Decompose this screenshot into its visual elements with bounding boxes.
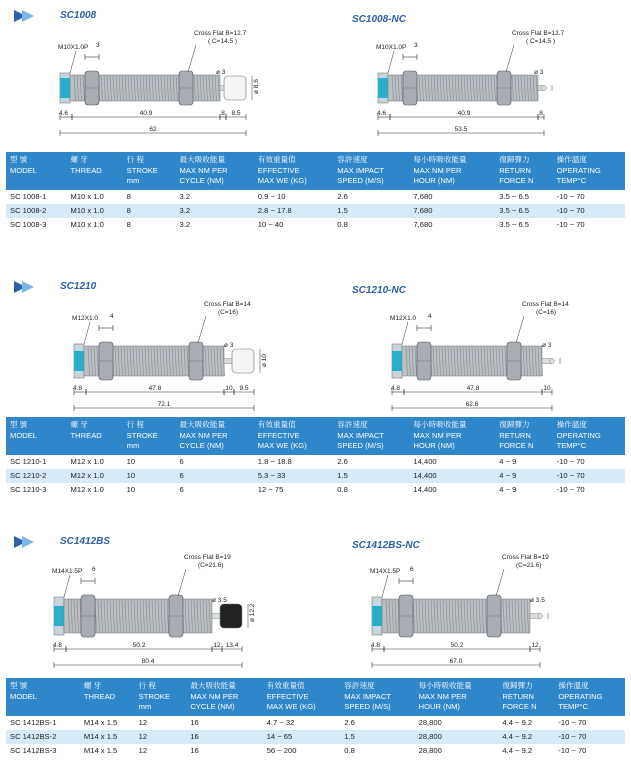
table-cell: -10 ~ 70 [558,731,587,741]
dim-body-length: 40.9 [457,110,471,117]
column-header [254,417,334,455]
table-row [6,469,625,483]
hex-width-label: 4 [428,313,432,320]
dim-base-length: 4.8 [73,385,83,392]
column-header-en1: MODEL [10,430,38,440]
column-header [415,678,499,716]
column-header-en2 [71,441,123,452]
table-cell: 2.8 ~ 17.8 [257,205,292,215]
rod-diameter-label: ø 3 [542,342,552,349]
table-cell: SC 1412BS-3 [10,745,57,755]
column-header-en1: RETURN [502,691,535,701]
column-header-en1: RETURN [499,165,531,175]
dim-cap-length: 13.4 [225,642,239,649]
column-header-en1: MAX NM PER [413,165,462,175]
column-header-en1: EFFECTIVE [266,691,309,701]
table-cell: 14,400 [413,484,437,494]
dim-base-length: 4.8 [371,642,381,649]
spec-table [6,152,625,232]
column-header-en1: MAX NM PER [418,691,467,701]
hex-width-label: 6 [92,566,96,573]
table-cell: -10 ~ 70 [556,219,585,229]
table-cell: 14 ~ 65 [266,731,293,741]
dim-stroke-length: 10 [543,385,551,392]
column-header-en1: OPERATING [556,165,601,175]
table-cell: 16 [190,745,199,755]
table-cell: 0.8 [344,745,355,755]
table-cell: 0.8 [337,484,348,494]
column-header [554,678,625,716]
column-header-zh: 復歸彈力 [499,420,530,429]
rod-diameter-label: ø 3.5 [212,597,227,604]
table-cell: 4.4 ~ 9.2 [502,731,533,741]
table-cell: 1.5 [337,470,348,480]
column-header [123,417,176,455]
column-header [80,678,135,716]
thread-label: M12X1.0 [390,315,417,322]
column-header [340,678,414,716]
column-header-zh: 螺 牙 [70,420,88,429]
left-model-title: SC1412BS [60,536,111,547]
column-header-en2 [10,176,67,187]
column-header-en2: mm [126,176,140,185]
column-header-en1: THREAD [70,430,102,440]
dim-stroke-length: 12 [531,642,539,649]
column-header-en2: mm [138,702,152,711]
hex-width-label: 6 [410,566,414,573]
table-cell: M10 x 1.0 [70,191,104,201]
column-header [135,678,187,716]
table-cell: 8 [126,205,131,215]
column-header-zh: 行 程 [126,420,144,429]
column-header-en2 [71,176,123,187]
table-row [6,190,625,204]
thread-label: M10X1.0P [376,44,407,51]
table-cell: 12 [138,731,148,741]
cap-diameter-label: ø 8.6 [253,79,260,94]
column-header-zh: 每小時吸收能量 [418,681,472,690]
table-cell: M14 x 1.5 [83,745,118,755]
table-cell: -10 ~ 70 [556,456,585,466]
dim-total-length: 62 [149,126,157,133]
table-cell: -10 ~ 70 [556,470,585,480]
column-header [409,152,495,190]
table-row [6,483,625,497]
table-cell: 56 ~ 200 [266,745,297,755]
table-cell: SC 1008-3 [10,219,47,229]
table-cell: M14 x 1.5 [83,731,118,741]
table-cell: M10 x 1.0 [70,219,104,229]
dim-stroke-length: 12 [213,642,221,649]
thread-label: M10X1.0P [58,44,89,51]
table-row [6,730,625,744]
table-cell: 1.5 [337,205,348,215]
column-header [333,417,409,455]
right-drawing-1 [318,283,618,413]
table-cell: -10 ~ 70 [558,717,587,727]
column-header-en2: SPEED (M/S) [344,702,391,711]
column-header-en1: STROKE [138,691,170,701]
column-header-zh: 每小時吸收能量 [413,155,467,164]
column-header-en2: FORCE N [499,441,534,450]
column-header-zh: 有效重量值 [257,155,296,164]
table-cell: 7,680 [413,205,433,215]
table-cell: M14 x 1.5 [83,717,118,727]
column-header-en2 [10,702,80,713]
cross-flat-label: Cross Flat B=14 [204,301,251,308]
table-cell: 10 [126,470,136,480]
urethane-cap-icon [232,349,254,373]
column-header-en2: FORCE N [499,176,534,185]
column-header [553,417,625,455]
dim-body-length: 50.2 [132,642,146,649]
table-cell: -10 ~ 70 [556,191,585,201]
table-cell: -10 ~ 70 [558,745,587,755]
cross-corner-label: (C=16) [218,309,239,316]
product-section-2 [0,520,631,770]
column-header-en1: THREAD [70,165,102,175]
column-header [553,152,625,190]
column-header-en1: MODEL [10,691,38,701]
thread-label: M12X1.0 [72,315,99,322]
table-cell: 1.5 [344,731,355,741]
column-header-zh: 最大吸收能量 [179,420,226,429]
cap-diameter-label: ø 12.2 [249,603,256,622]
dim-stroke-length: 8 [539,110,543,117]
hex-width-label: 3 [96,42,100,49]
column-header [263,678,341,716]
dim-total-length: 72.1 [157,401,171,408]
column-header-zh: 行 程 [126,155,144,164]
left-drawing-2 [0,538,300,668]
column-header-en2: MAX WE (KG) [257,441,307,450]
table-cell: 16 [190,717,199,727]
column-header-en2: HOUR (NM) [413,441,455,450]
column-header-zh: 容許速度 [337,155,368,164]
table-cell: 4 ~ 9 [499,456,517,466]
dim-stroke-length: 8 [221,110,225,117]
column-header [495,417,552,455]
table-cell: 14,400 [413,456,437,466]
table-cell: 4 ~ 9 [499,484,517,494]
cross-corner-label: (C=21.6) [516,562,542,569]
column-header [6,678,80,716]
column-header [186,678,262,716]
table-cell: 7,680 [413,219,433,229]
dim-body-length: 47.8 [148,385,162,392]
table-cell: 6 [179,470,184,480]
table-cell: 16 [190,731,199,741]
column-header-en1: MAX IMPACT [337,430,384,440]
dim-body-length: 40.9 [139,110,153,117]
rod-diameter-label: ø 3.5 [530,597,545,604]
table-cell: 4.7 ~ 32 [266,717,295,727]
column-header-zh: 有效重量值 [257,420,296,429]
column-header-zh: 操作溫度 [556,155,587,164]
table-cell: SC 1412BS-1 [10,717,57,727]
column-header-en1: STROKE [126,165,158,175]
table-cell: 12 [138,745,148,755]
product-section-1 [0,265,631,515]
table-cell: 14,400 [413,470,437,480]
product-section-0 [0,0,631,250]
column-header-en2: HOUR (NM) [418,702,460,711]
brand-label-icon [372,606,382,626]
column-header-en1: STROKE [126,430,158,440]
right-drawing-0 [318,18,618,148]
left-model-title: SC1210 [60,281,97,292]
column-header [123,152,176,190]
column-header-en2: TEMP°C [556,441,587,450]
dim-total-length: 62.6 [465,401,479,408]
cross-flat-label: Cross Flat B=19 [184,554,231,561]
cap-diameter-label: ø 10 [261,353,268,367]
column-header [67,417,123,455]
column-header-en2: CYCLE (NM) [179,176,224,185]
column-header-zh: 螺 牙 [83,681,102,690]
table-cell: SC 1210-1 [10,456,47,466]
left-model-title: SC1008 [60,10,97,21]
table-row [6,218,625,232]
column-header-zh: 型 號 [10,155,28,164]
table-row [6,744,625,758]
hex-width-label: 4 [110,313,114,320]
cross-corner-label: ( C=14.5 ) [208,38,238,45]
column-header-zh: 有效重量值 [266,681,305,690]
dim-base-length: 4.6 [377,110,387,117]
urethane-cap-icon [224,76,246,100]
column-header-en1: MODEL [10,165,38,175]
table-cell: SC 1210-3 [10,484,47,494]
spec-table-header [6,152,625,190]
column-header [176,417,254,455]
table-cell: 2.6 [337,456,348,466]
dim-total-length: 67.0 [449,658,463,665]
column-header-zh: 操作溫度 [558,681,589,690]
table-row [6,204,625,218]
table-cell: 10 [126,456,136,466]
table-cell: M12 x 1.0 [70,484,104,494]
column-header-en2: MAX WE (KG) [266,702,316,711]
column-header-en2: CYCLE (NM) [179,441,224,450]
column-header [6,152,67,190]
table-cell: 1.8 ~ 18.8 [257,456,292,466]
column-header [67,152,123,190]
table-cell: 3.5 ~ 6.5 [499,191,530,201]
cross-flat-label: Cross Flat B=14 [522,301,569,308]
table-cell: 3.2 [179,191,191,201]
table-cell: 28,800 [418,717,442,727]
column-header [254,152,334,190]
dim-total-length: 80.4 [141,658,155,665]
column-header-zh: 型 號 [10,420,28,429]
dim-cap-length: 8.5 [231,110,241,117]
column-header-zh: 最大吸收能量 [190,681,236,690]
column-header-en2: MAX WE (KG) [257,176,307,185]
brand-label-icon [54,606,64,626]
hex-width-label: 3 [414,42,418,49]
column-header-en1: OPERATING [556,430,601,440]
table-cell: SC 1412BS-2 [10,731,57,741]
rod-diameter-label: ø 3 [534,69,544,76]
column-header [6,417,67,455]
cross-corner-label: (C=21.6) [198,562,224,569]
cross-flat-label: Cross Flat B=19 [502,554,549,561]
column-header-en2 [84,702,135,713]
table-cell: 28,800 [418,745,442,755]
column-header-zh: 最大吸收能量 [179,155,226,164]
table-cell: M12 x 1.0 [70,456,104,466]
column-header [495,152,552,190]
left-drawing-1 [0,283,300,413]
table-cell: 7,680 [413,191,433,201]
spec-table [6,678,625,758]
right-model-title: SC1008-NC [352,14,406,25]
column-header-zh: 每小時吸收能量 [413,420,467,429]
column-header-en1: MAX NM PER [190,691,239,701]
column-header-en2: HOUR (NM) [413,176,455,185]
column-header-en1: OPERATING [558,691,603,701]
column-header-zh: 行 程 [138,681,156,690]
brand-label-icon [378,78,388,98]
dim-body-length: 47.8 [466,385,480,392]
column-header [176,152,254,190]
table-cell: 12 [138,717,148,727]
table-cell: 8 [126,219,131,229]
spec-table [6,417,625,497]
table-cell: 0.8 [337,219,348,229]
column-header-zh: 復歸彈力 [499,155,530,164]
column-header-en2: mm [126,441,140,450]
column-header-en2: TEMP°C [556,176,587,185]
right-model-title: SC1412BS-NC [352,540,420,551]
column-header-zh: 容許速度 [337,420,368,429]
column-header-zh: 容許速度 [344,681,375,690]
table-cell: SC 1008-2 [10,205,47,215]
dim-total-length: 53.5 [454,126,468,133]
table-cell: 3.5 ~ 6.5 [499,219,530,229]
table-cell: 4.4 ~ 9.2 [502,745,533,755]
right-model-title: SC1210-NC [352,285,406,296]
brand-label-icon [74,351,84,371]
thread-label: M14X1.5P [370,568,401,575]
cross-corner-label: ( C=14.5 ) [526,38,556,45]
table-cell: -10 ~ 70 [556,484,585,494]
dim-body-length: 50.2 [450,642,464,649]
column-header-en2: CYCLE (NM) [190,702,235,711]
dim-base-length: 4.8 [53,642,63,649]
table-row [6,455,625,469]
rod-diameter-label: ø 3 [224,342,234,349]
column-header-en2: FORCE N [502,702,537,711]
column-header-zh: 型 號 [10,681,28,690]
column-header-en1: MAX IMPACT [344,691,391,701]
column-header-en1: EFFECTIVE [257,430,300,440]
column-header-zh: 復歸彈力 [502,681,533,690]
left-drawing-0 [0,18,300,148]
column-header-en1: EFFECTIVE [257,165,300,175]
table-cell: M10 x 1.0 [70,205,104,215]
column-header-en2: SPEED (M/S) [337,441,384,450]
cross-corner-label: (C=16) [536,309,557,316]
column-header-en2: TEMP°C [558,702,588,711]
dim-cap-length: 9.5 [239,385,249,392]
table-cell: 3.2 [179,219,191,229]
column-header-en1: THREAD [83,691,116,701]
urethane-cap-icon [220,604,242,628]
brand-label-icon [392,351,402,371]
table-cell: SC 1210-2 [10,470,47,480]
column-header-zh: 操作溫度 [556,420,587,429]
table-cell: 3.2 [179,205,191,215]
thread-label: M14X1.5P [52,568,83,575]
rod-diameter-label: ø 3 [216,69,226,76]
column-header-en1: RETURN [499,430,531,440]
table-cell: 0.9 ~ 10 [257,191,286,201]
table-cell: 3.5 ~ 6.5 [499,205,530,215]
dim-base-length: 4.8 [391,385,401,392]
column-header-en1: MAX NM PER [179,430,228,440]
dim-stroke-length: 10 [225,385,233,392]
table-cell: 10 [126,484,136,494]
right-drawing-2 [318,538,618,668]
column-header-zh: 螺 牙 [70,155,88,164]
table-cell: 4.4 ~ 9.2 [502,717,533,727]
table-cell: 6 [179,456,184,466]
column-header [498,678,554,716]
table-cell: 28,800 [418,731,442,741]
spec-table-header [6,417,625,455]
column-header [409,417,495,455]
brand-label-icon [60,78,70,98]
table-cell: 10 ~ 40 [257,219,284,229]
spec-table-header [6,678,625,716]
table-cell: 2.6 [337,191,348,201]
column-header-en1: MAX NM PER [413,430,462,440]
table-cell: -10 ~ 70 [556,205,585,215]
table-cell: 8 [126,191,131,201]
table-cell: SC 1008-1 [10,191,47,201]
table-cell: 12 ~ 75 [257,484,284,494]
column-header-en2 [10,441,67,452]
column-header-en1: MAX NM PER [179,165,228,175]
dim-base-length: 4.6 [59,110,69,117]
table-cell: 2.6 [344,717,355,727]
cross-flat-label: Cross Flat B=12.7 [194,30,247,37]
column-header-en1: MAX IMPACT [337,165,384,175]
column-header-en2: SPEED (M/S) [337,176,384,185]
table-row [6,716,625,730]
column-header [333,152,409,190]
table-cell: M12 x 1.0 [70,470,104,480]
cross-flat-label: Cross Flat B=12.7 [512,30,565,37]
table-cell: 6 [179,484,184,494]
table-cell: 5.3 ~ 33 [257,470,286,480]
table-cell: 4 ~ 9 [499,470,517,480]
